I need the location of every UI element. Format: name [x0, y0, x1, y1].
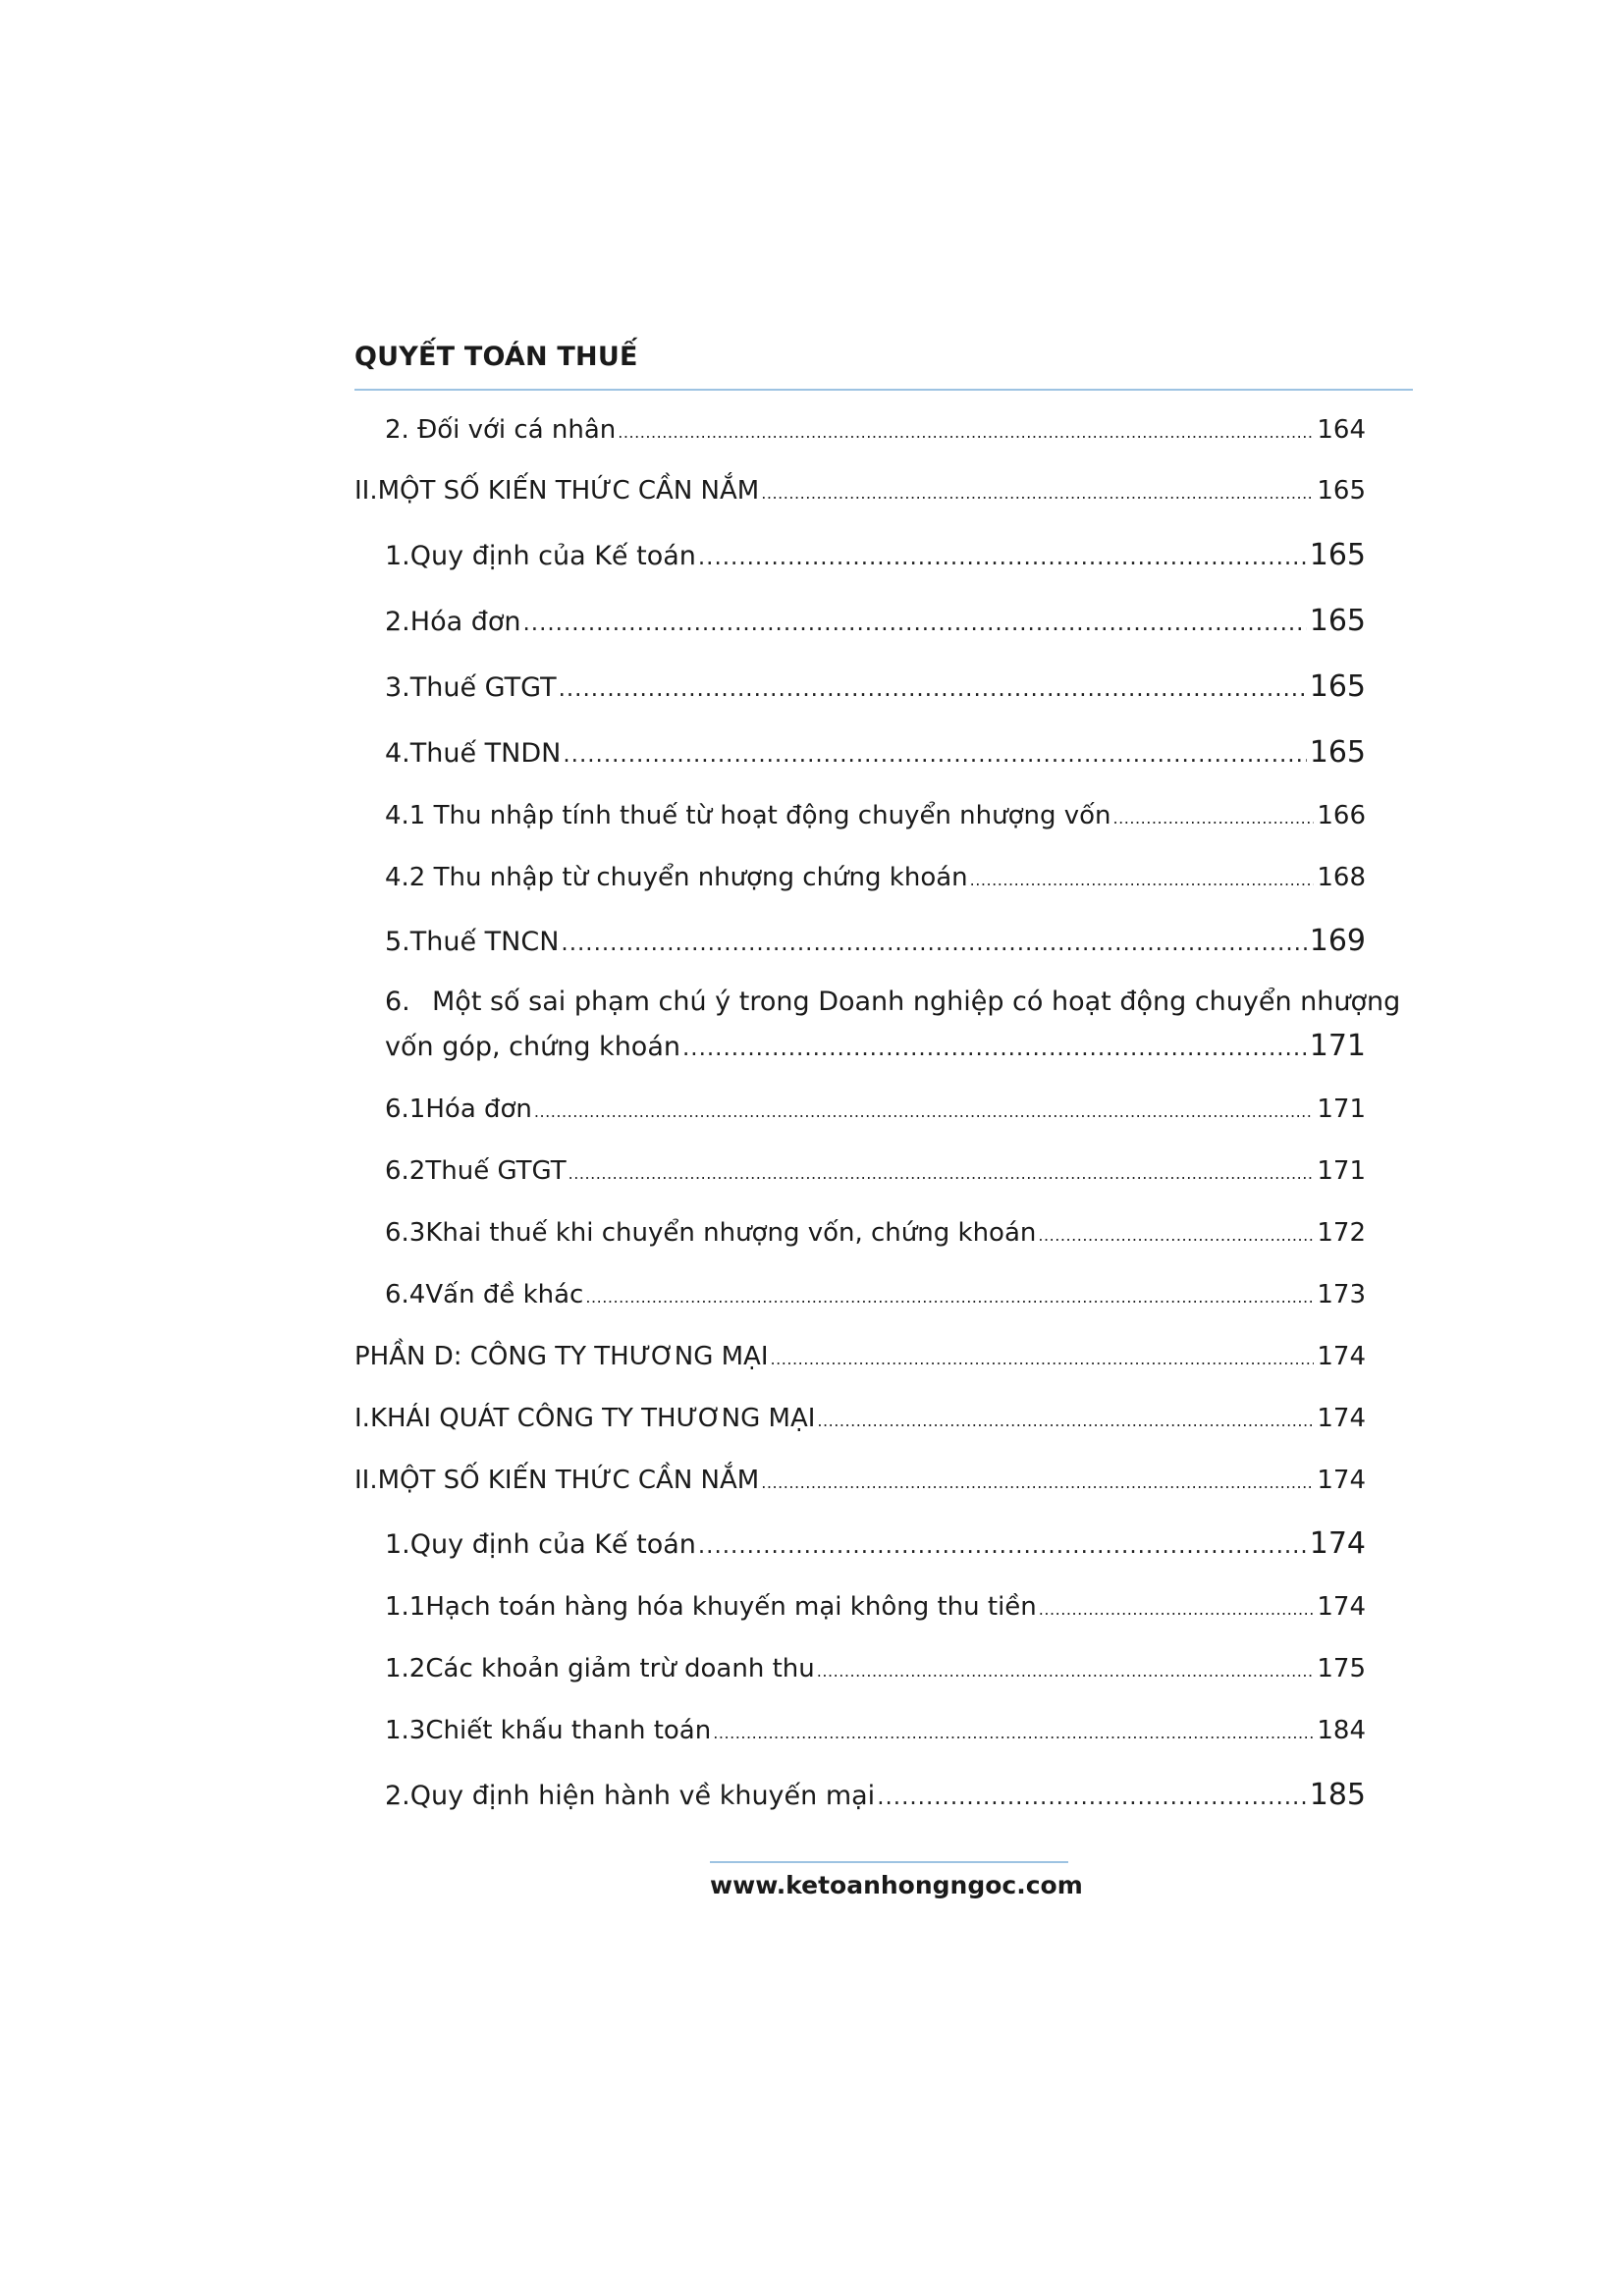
toc-leader-dots	[817, 1662, 1315, 1681]
toc-entry-label: Khai thuế khi chuyển nhượng vốn, chứng khoán	[425, 1218, 1037, 1248]
toc-entry[interactable]	[385, 1526, 1366, 1561]
toc-leader-dots	[970, 871, 1315, 889]
toc-entry-number: 6.4	[385, 1280, 426, 1309]
toc-entry-label: 4.2 Thu nhập từ chuyển nhượng chứng khoán	[385, 863, 968, 892]
toc-entry-number: 5.	[385, 927, 410, 957]
toc-entry-page: 185	[1309, 1778, 1366, 1812]
toc-entry[interactable]	[354, 1404, 1366, 1433]
toc-entry-label: PHẦN D: CÔNG TY THƯƠNG MẠI	[354, 1342, 769, 1371]
toc-entry[interactable]	[385, 415, 1366, 445]
toc-entry-number: I.	[354, 1404, 370, 1433]
toc-leader-dots	[761, 484, 1314, 503]
toc-entry-label: MỘT SỐ KIẾN THỨC CẦN NẮM	[377, 476, 760, 506]
toc-entry-number: 4.	[385, 738, 410, 769]
toc-entry-label: MỘT SỐ KIẾN THỨC CẦN NẮM	[377, 1466, 760, 1495]
toc-entry-page: 165	[1309, 538, 1366, 572]
toc-entry-page: 165	[1309, 604, 1366, 638]
toc-leader-dots	[534, 1102, 1314, 1121]
toc-entry-label: Quy định của Kế toán	[409, 1529, 696, 1560]
toc-leader-dots	[1039, 1600, 1315, 1619]
toc-entry-page: 165	[1309, 669, 1366, 704]
toc-entry-first-line[interactable]	[385, 987, 1400, 1017]
toc-entry-page: 174	[1317, 1404, 1366, 1433]
toc-leader-dots	[698, 1533, 1307, 1559]
toc-entry-number: II.	[354, 476, 378, 506]
toc-entry-page: 171	[1317, 1095, 1366, 1124]
toc-entry-number: 1.1	[385, 1592, 426, 1622]
toc-entry[interactable]	[385, 924, 1366, 958]
toc-entry-page: 171	[1309, 1029, 1366, 1063]
toc-entry-number: 6.2	[385, 1156, 426, 1186]
toc-entry-page: 169	[1309, 924, 1366, 958]
toc-entry-page: 171	[1317, 1156, 1366, 1186]
toc-leader-dots	[771, 1350, 1315, 1368]
toc-entry-page: 184	[1317, 1716, 1366, 1745]
toc-leader-dots	[568, 1164, 1315, 1183]
toc-entry-page: 173	[1317, 1280, 1366, 1309]
toc-entry[interactable]	[354, 476, 1366, 506]
toc-leader-dots	[877, 1785, 1307, 1810]
toc-entry-number: 6.1	[385, 1095, 426, 1124]
toc-entry-number: II.	[354, 1466, 378, 1495]
toc-entry[interactable]	[385, 863, 1366, 892]
toc-entry-number: 6.	[385, 987, 410, 1017]
toc-entry-label: Quy định hiện hành về khuyến mại	[409, 1781, 876, 1811]
toc-entry-page: 164	[1317, 415, 1366, 445]
toc-entry-label: Quy định của Kế toán	[409, 541, 696, 571]
toc-leader-dots	[559, 676, 1307, 702]
toc-entry-label: Hạch toán hàng hóa khuyến mại không thu tiền	[425, 1592, 1037, 1622]
toc-entry-page: 174	[1317, 1342, 1366, 1371]
toc-entry-number: 1.	[385, 541, 410, 571]
toc-entry[interactable]	[385, 1280, 1366, 1309]
toc-entry[interactable]	[385, 1218, 1366, 1248]
toc-entry-number: 2.	[385, 607, 410, 637]
toc-leader-dots	[682, 1036, 1307, 1061]
toc-leader-dots	[698, 545, 1307, 570]
toc-entry-page: 166	[1317, 801, 1366, 830]
toc-leader-dots	[1038, 1226, 1314, 1245]
toc-leader-dots	[618, 423, 1314, 442]
toc-entry-label: Thuế TNCN	[409, 927, 560, 957]
toc-entry[interactable]	[385, 604, 1366, 638]
toc-entry-number: 1.3	[385, 1716, 426, 1745]
toc-entry-page: 165	[1309, 735, 1366, 770]
toc-entry-label: Hóa đơn	[425, 1095, 532, 1124]
toc-entry-label: Chiết khấu thanh toán	[425, 1716, 712, 1745]
toc-entry-page: 174	[1317, 1592, 1366, 1622]
toc-entry-number: 3.	[385, 672, 410, 703]
toc-entry-page: 174	[1309, 1526, 1366, 1561]
toc-leader-dots	[563, 742, 1306, 768]
footer-divider	[710, 1861, 1068, 1863]
toc-entry[interactable]	[385, 669, 1366, 704]
toc-entry-label-continued: vốn góp, chứng khoán	[385, 1032, 680, 1062]
toc-entry-label: Thuế GTGT	[409, 672, 557, 703]
toc-entry[interactable]	[385, 1654, 1366, 1683]
toc-entry-number: 1.	[385, 1529, 410, 1560]
toc-entry-label: 2. Đối với cá nhân	[385, 415, 617, 445]
toc-entry[interactable]	[385, 1778, 1366, 1812]
toc-leader-dots	[761, 1473, 1314, 1492]
toc-leader-dots	[585, 1288, 1314, 1307]
toc-entry[interactable]	[385, 735, 1366, 770]
toc-entry[interactable]	[385, 1095, 1366, 1124]
footer-website-link[interactable]: www.ketoanhongngoc.com	[710, 1871, 1083, 1899]
toc-entry-label: 4.1 Thu nhập tính thuế từ hoạt động chuyển nhượng vốn	[385, 801, 1111, 830]
toc-entry-label: Thuế TNDN	[409, 738, 562, 769]
toc-entry-number: 2.	[385, 1781, 410, 1811]
toc-entry-label: Vấn đề khác	[425, 1280, 584, 1309]
toc-entry-label: Các khoản giảm trừ doanh thu	[425, 1654, 815, 1683]
toc-entry-label: KHÁI QUÁT CÔNG TY THƯƠNG MẠI	[369, 1404, 816, 1433]
page-title: QUYẾT TOÁN THUẾ	[354, 342, 638, 372]
toc-entry-page: 165	[1317, 476, 1366, 506]
toc-leader-dots	[561, 931, 1306, 956]
toc-entry-label: Hóa đơn	[409, 607, 521, 637]
toc-entry-page: 168	[1317, 863, 1366, 892]
toc-entry[interactable]	[385, 1029, 1366, 1063]
toc-entry[interactable]	[385, 1592, 1366, 1622]
toc-leader-dots	[1113, 809, 1315, 828]
toc-entry-page: 174	[1317, 1466, 1366, 1495]
toc-entry-page: 175	[1317, 1654, 1366, 1683]
toc-leader-dots	[713, 1724, 1314, 1742]
toc-entry-label: Thuế GTGT	[425, 1156, 567, 1186]
toc-leader-dots	[523, 611, 1307, 636]
toc-entry[interactable]	[385, 1716, 1366, 1745]
toc-entry-page: 172	[1317, 1218, 1366, 1248]
toc-entry[interactable]	[354, 1342, 1366, 1371]
toc-entry[interactable]	[385, 801, 1366, 830]
toc-entry-label: Một số sai phạm chú ý trong Doanh nghiệp có hoạt động chuyển nhượng	[432, 987, 1401, 1017]
toc-entry[interactable]	[354, 1466, 1366, 1495]
toc-leader-dots	[817, 1412, 1314, 1430]
toc-entry-number: 6.3	[385, 1218, 426, 1248]
toc-entry[interactable]	[385, 538, 1366, 572]
toc-entry[interactable]	[385, 1156, 1366, 1186]
toc-entry-number: 1.2	[385, 1654, 426, 1683]
